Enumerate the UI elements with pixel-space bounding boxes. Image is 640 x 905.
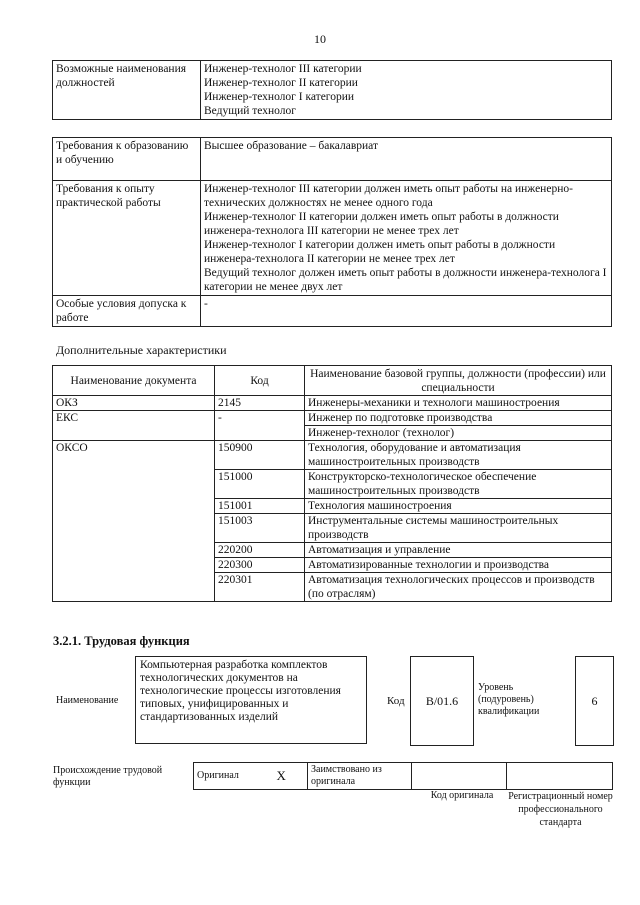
special-conditions-value: -	[201, 296, 612, 327]
okso-name: Автоматизация и управление	[305, 543, 612, 558]
header-code: Код	[215, 366, 305, 396]
positions-label: Возможные наименования должностей	[53, 61, 201, 120]
section-title: 3.2.1. Трудовая функция	[53, 634, 190, 648]
original-mark: X	[256, 763, 308, 790]
origin-table	[193, 762, 613, 790]
okz-name: Инженеры-механики и технологи машиностроения	[305, 396, 612, 411]
header-document: Наименование документа	[53, 366, 215, 396]
page-number: 10	[314, 32, 326, 46]
positions-values	[201, 61, 612, 120]
position-item: Инженер-технолог I категории	[204, 91, 355, 103]
special-conditions-label: Особые условия допуска к работе	[53, 296, 201, 327]
code-label: Код	[387, 695, 405, 707]
experience-item: Ведущий технолог должен иметь опыт работы в должности инженера-технолога I категории не менее двух лет	[204, 267, 607, 293]
okso-name: Инструментальные системы машиностроительных производств	[305, 514, 612, 543]
okso-code: 151001	[215, 499, 305, 514]
okso-name: Технология, оборудование и автоматизация машиностроительных производств	[305, 441, 612, 470]
okso-code: 151003	[215, 514, 305, 543]
eks-name: Инженер по подготовке производства	[305, 411, 612, 426]
additional-table	[52, 365, 612, 602]
experience-item: Инженер-технолог III категории должен иметь опыт работы на инженерно-технических должностях не менее одного года	[204, 183, 573, 209]
level-value: 6	[575, 656, 614, 746]
position-item: Ведущий технолог	[204, 105, 296, 117]
experience-label: Требования к опыту практической работы	[53, 181, 201, 296]
education-value: Высшее образование – бакалавриат	[201, 138, 612, 181]
reg-number-cell	[507, 763, 613, 790]
function-name-value: Компьютерная разработка комплектов технологических документов на технологические процессы изготовления типовых, унифицированных и стандартизованных изделий	[135, 656, 367, 744]
header-name: Наименование базовой группы, должности (профессии) или специальности	[305, 366, 612, 396]
okz-doc: ОКЗ	[53, 396, 215, 411]
code-original-cell	[412, 763, 507, 790]
position-item: Инженер-технолог III категории	[204, 63, 362, 75]
eks-name: Инженер-технолог (технолог)	[305, 426, 612, 441]
eks-doc: ЕКС	[53, 411, 215, 441]
okso-doc: ОКСО	[53, 441, 215, 602]
okso-code: 220200	[215, 543, 305, 558]
position-item: Инженер-технолог II категории	[204, 77, 358, 89]
original-label: Оригинал	[194, 763, 256, 790]
okso-code: 151000	[215, 470, 305, 499]
eks-code: -	[215, 411, 305, 441]
okso-name: Автоматизация технологических процессов и производств (по отраслям)	[305, 573, 612, 602]
okz-code: 2145	[215, 396, 305, 411]
level-label: Уровень (подуровень) квалификации	[478, 682, 540, 717]
experience-item: Инженер-технолог II категории должен иметь опыт работы в должности инженера-технолога III категории не менее трех лет	[204, 211, 559, 237]
reg-number-caption: Регистрационный номер профессионального стандарта	[508, 791, 613, 828]
code-value: B/01.6	[410, 656, 474, 746]
okso-code: 220301	[215, 573, 305, 602]
okso-name: Автоматизированные технологии и производства	[305, 558, 612, 573]
okso-name: Технология машиностроения	[305, 499, 612, 514]
code-original-caption: Код оригинала	[430, 790, 494, 801]
okso-code: 150900	[215, 441, 305, 470]
okso-code: 220300	[215, 558, 305, 573]
okso-name: Конструкторско-технологическое обеспечение машиностроительных производств	[305, 470, 612, 499]
additional-title: Дополнительные характеристики	[56, 343, 227, 357]
education-label: Требования к образованию и обучению	[53, 138, 201, 181]
origin-label: Происхождение трудовой функции	[53, 765, 163, 788]
requirements-table	[52, 137, 612, 327]
experience-item: Инженер-технолог I категории должен иметь опыт работы в должности инженера-технолога II категории не менее трех лет	[204, 239, 556, 265]
borrowed-label: Заимствовано из оригинала	[308, 763, 412, 790]
positions-table	[52, 60, 612, 120]
function-name-label: Наименование	[56, 695, 119, 706]
experience-value	[201, 181, 612, 296]
